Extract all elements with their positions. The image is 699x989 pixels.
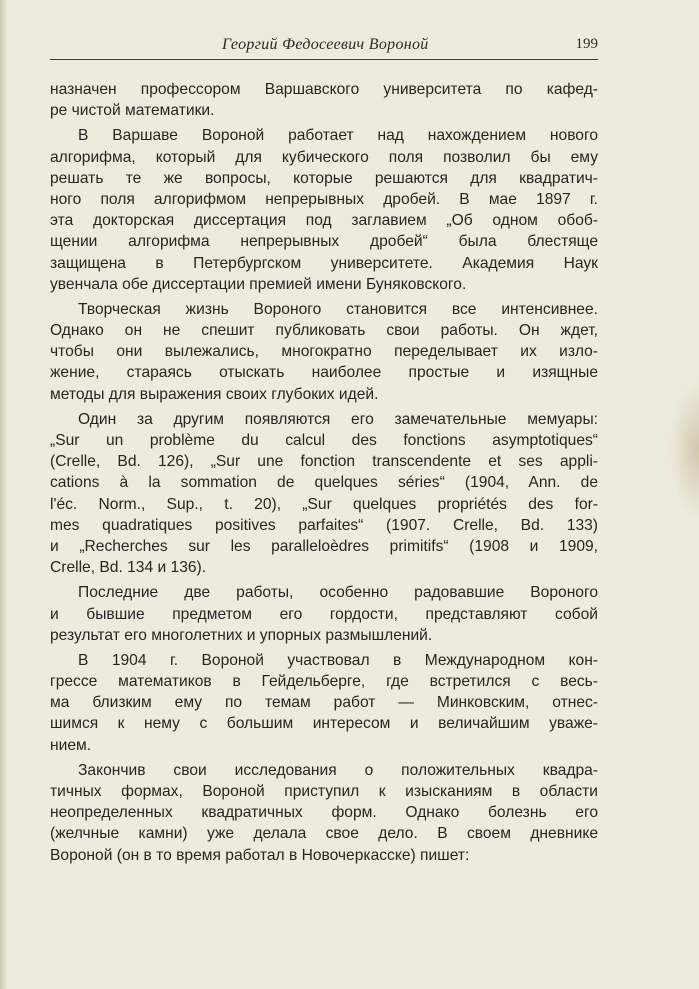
text-line: и бывшие предметом его гордости, представляют собой	[50, 605, 598, 623]
text-line: решать те же вопросы, которые решаются для квадратич-	[50, 169, 598, 187]
text-line: „Sur un problème du calcul des fonctions asymptotiques“	[50, 432, 598, 449]
text-line: Последние две работы, особенно радовавшие Вороного	[78, 584, 598, 602]
paragraph	[50, 79, 598, 121]
paragraph	[50, 409, 598, 579]
paragraph	[50, 650, 598, 756]
text-line: (Crelle, Bd. 126), „Sur une fonction transcendente et ses appli-	[50, 453, 598, 471]
text-line: увенчала обе диссертации премией имени Буняковского.	[50, 275, 467, 293]
text-line: жение, стараясь отыскать наиболее простые и изящные	[50, 364, 598, 382]
text-line: Однако он не спешит публиковать свои работы. Он ждет,	[50, 322, 598, 340]
paragraph	[50, 582, 598, 646]
running-title: Георгий Федосеевич Вороной	[222, 36, 429, 53]
text-line: шимся к нему с большим интересом и величайшим уваже-	[50, 715, 598, 733]
text-line: защищена в Петербургском университете. Академия Наук	[50, 254, 598, 272]
text-line: грессе математиков в Гейдельберге, где встретился с весь-	[50, 673, 598, 691]
text-line: В 1904 г. Вороной участвовал в Международном кон-	[78, 651, 598, 669]
text-line: Crelle, Bd. 134 и 136).	[50, 559, 207, 577]
text-line: l'éc. Norm., Sup., t. 20), „Sur quelques propriétés des for-	[50, 495, 598, 513]
text-line: Один за другим появляются его замечательные мемуары:	[78, 410, 598, 428]
text-line: Творческая жизнь Вороного становится все интенсивнее.	[78, 300, 598, 318]
page-number: 199	[575, 36, 598, 52]
text-line: нием.	[50, 736, 92, 754]
text-line: тичных формах, Вороной приступил к изысканиям в области	[50, 783, 598, 800]
text-line: Закончив свои исследования о положительных квадра-	[78, 761, 598, 779]
text-line: (желчные камни) уже делала свое дело. В своем дневнике	[50, 825, 598, 843]
text-line: эта докторская диссертация под заглавием „Об одном обоб-	[50, 212, 598, 230]
header-rule	[50, 59, 598, 60]
paragraph	[50, 125, 598, 295]
text-line: ма близким ему по темам работ — Минковским, отнес-	[50, 694, 598, 712]
page-stain	[669, 380, 699, 520]
text-line: и „Recherches sur les paralleloèdres primitifs“ (1908 и 1909,	[50, 537, 598, 555]
body-text	[50, 79, 598, 866]
text-line: алгорифма, который для кубического поля позволил бы ему	[50, 148, 598, 166]
text-line: ре чистой математики.	[50, 102, 215, 120]
text-line: неопределенных квадратичных форм. Однако болезнь его	[50, 804, 598, 822]
text-line: mes quadratiques positives parfaites“ (1907. Crelle, Bd. 133)	[50, 516, 598, 534]
text-line: Вороной (он в то время работал в Новочеркасске) пишет:	[50, 846, 470, 864]
text-line: методы для выражения своих глубоких идей.	[50, 385, 379, 403]
text-line: cations à la sommation de quelques séries“ (1904, Ann. de	[50, 474, 598, 492]
text-line: назначен профессором Варшавского университета по кафед-	[50, 81, 598, 98]
text-line: ного поля алгорифмом непрерывных дробей. В мае 1897 г.	[50, 190, 598, 208]
text-line: щении алгорифма непрерывных дробей“ была блестяще	[50, 233, 598, 251]
page-left-edge	[0, 0, 8, 989]
text-line: В Варшаве Вороной работает над нахождением нового	[78, 127, 598, 145]
paragraph	[50, 299, 598, 405]
text-line: чтобы они вылежались, многократно переделывает их изло-	[50, 343, 598, 361]
text-line: результат его многолетних и упорных размышлений.	[50, 626, 433, 644]
page-header	[50, 36, 598, 58]
paragraph	[50, 760, 598, 866]
